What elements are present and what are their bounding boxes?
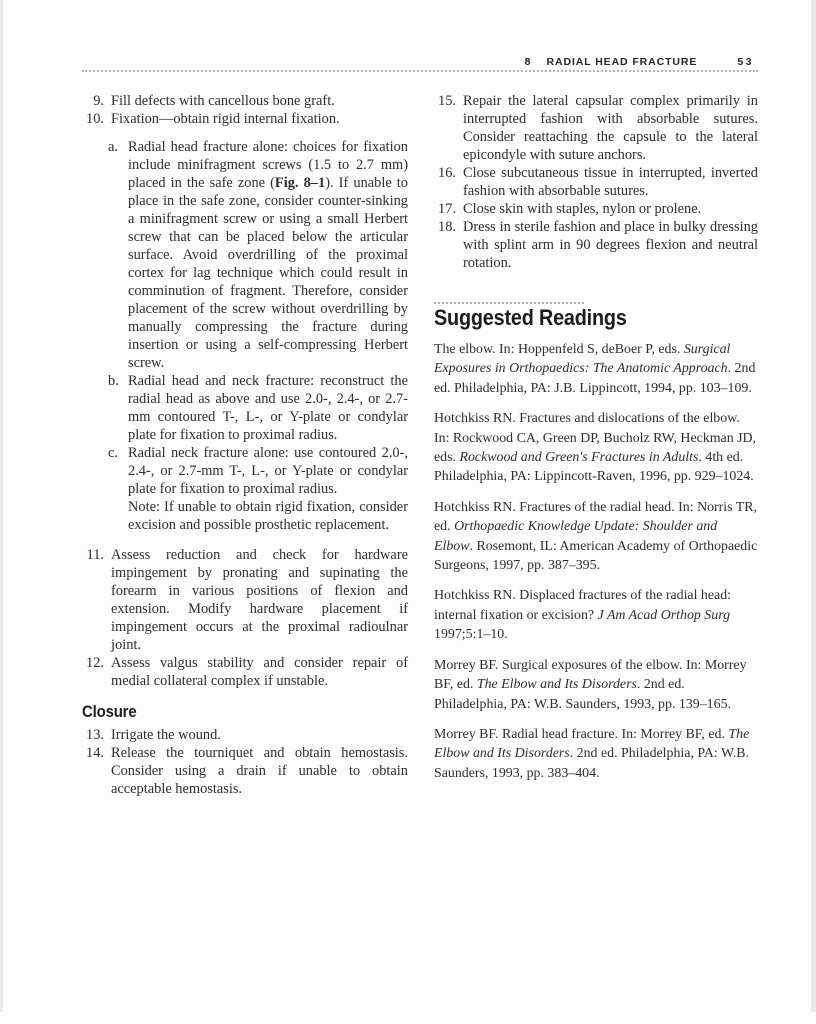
text-run: The elbow. In: Hoppenfeld S, deBoer P, eds. <box>434 342 684 357</box>
reference-entry <box>434 498 758 576</box>
page-right-edge-shadow <box>811 0 816 1012</box>
text-run: Note: If unable to obtain rigid fixation, consider excision and possible prosthetic replacement. <box>128 499 408 533</box>
list-item-number: 16. <box>438 165 456 181</box>
reference-entry <box>434 725 758 783</box>
list-item-text <box>111 726 408 744</box>
closure-heading-text: Closure <box>82 702 137 721</box>
text-run: Close subcutaneous tissue in interrupted, inverted fashion with absorbable sutures. <box>463 165 758 199</box>
list-item-text <box>463 218 758 272</box>
list-item-number: 15. <box>438 93 456 109</box>
italic-text-run: The Elbow and Its Disorders <box>434 726 750 762</box>
list-item <box>82 654 408 690</box>
list-item-text <box>111 744 408 798</box>
list-item-number: 14. <box>86 745 104 761</box>
right-column <box>434 92 758 798</box>
list-item <box>434 164 758 200</box>
list-item <box>434 218 758 272</box>
bold-text-run: Fig. 8–1 <box>274 175 326 191</box>
list-item-number: 13. <box>86 727 104 743</box>
list-item-number: 9. <box>93 93 104 109</box>
text-run: 1997;5:1–10. <box>434 627 508 643</box>
list-item <box>82 744 408 798</box>
sub-item-letter: b. <box>108 373 119 389</box>
text-run: Fixation—obtain rigid internal fixation. <box>111 111 340 127</box>
suggested-readings-heading <box>434 305 758 330</box>
sub-item-text <box>128 372 408 444</box>
page-left-edge-shadow <box>0 0 3 1012</box>
note-paragraph <box>128 498 408 534</box>
page-body <box>82 92 758 798</box>
text-run: Radial neck fracture alone: use contoured 2.0-, 2.4-, or 2.7-mm T-, L-, or Y-plate or condylar plate for fixation to proximal radius. <box>128 445 408 497</box>
text-run: Morrey BF. Surgical exposures of the elbow. In: Morrey BF, ed. <box>434 657 747 693</box>
sub-item-letter: a. <box>108 139 118 155</box>
header-divider-rule <box>82 70 758 72</box>
text-run: Hotchkiss RN. Fractures of the radial head. In: Norris TR, ed. <box>434 499 758 535</box>
list-item-text <box>111 654 408 690</box>
text-run: Irrigate the wound. <box>111 727 221 743</box>
text-run: Release the tourniquet and obtain hemostasis. Consider using a drain if unable to obtain acceptable hemostasis. <box>111 745 408 797</box>
list-item-number: 18. <box>438 219 456 235</box>
italic-text-run: Surgical Exposures in Orthopaedics: The Anatomic Approach <box>434 342 731 377</box>
text-run: . 2nd ed. Philadelphia, PA: W.B. Saunders, 1993, pp. 383–404. <box>434 746 750 781</box>
page-number: 53 <box>737 56 754 68</box>
chapter-number: 8 <box>524 56 532 68</box>
sub-item-text <box>128 138 408 372</box>
sub-item-text <box>128 444 408 498</box>
list-item-text <box>463 164 758 200</box>
text-run: Radial head fracture alone: choices for fixation include minifragment screws (1.5 to 2.7 mm) placed in the safe zone ( <box>128 139 408 191</box>
text-run: ). If unable to place in the safe zone, consider counter-sinking a minifragment screw or using a small Herbert screw that can be placed below the articular surface. Avoid overdrilling of the proximal cortex for lag technique which could result in comminution of fragment. Therefore, consider placement of the screw without overdrilling by manually compressing the fracture during insertion or using a self-compressing Herbert screw. <box>128 175 408 371</box>
list-item-text <box>111 110 408 128</box>
text-run: Hotchkiss RN. Displaced fractures of the radial head: internal fixation or excision? <box>434 588 732 623</box>
list-item-number: 17. <box>438 201 456 217</box>
list-item-number: 12. <box>86 655 104 671</box>
section-divider-rule <box>434 302 584 304</box>
list-item-number: 10. <box>86 111 104 127</box>
italic-text-run: The Elbow and Its Disorders <box>476 677 637 693</box>
list-item <box>434 200 758 218</box>
italic-text-run: Rockwood and Green's Fractures in Adults <box>459 450 699 466</box>
text-run: Morrey BF. Radial head fracture. In: Morrey BF, ed. <box>434 726 729 742</box>
closure-heading <box>82 703 408 721</box>
list-item-number: 11. <box>86 547 104 563</box>
list-item-text <box>463 200 758 218</box>
running-head <box>82 56 754 68</box>
left-column <box>82 92 408 798</box>
text-run: Close skin with staples, nylon or prolene. <box>463 201 702 217</box>
list-item <box>82 546 408 654</box>
list-item <box>82 92 408 110</box>
list-item <box>434 92 758 164</box>
suggested-readings-heading-text: Suggested Readings <box>434 305 627 330</box>
list-item <box>82 110 408 128</box>
text-run: . 2nd ed. Philadelphia, PA: W.B. Saunders, 1993, pp. 139–165. <box>434 677 731 712</box>
list-item-text <box>111 546 408 654</box>
reference-entry <box>434 586 758 644</box>
text-run: . 2nd ed. Philadelphia, PA: J.B. Lippincott, 1994, pp. 103–109. <box>434 361 756 396</box>
text-run: Repair the lateral capsular complex primarily in interrupted fashion with absorbable sutures. Consider reattaching the capsule to the lateral epicondyle with suture anchors. <box>463 93 758 163</box>
italic-text-run: J Am Acad Orthop Surg <box>597 607 731 623</box>
text-run: Radial head and neck fracture: reconstruct the radial head as above and use 2.0-, 2.4-, or 2.7-mm contoured T-, L-, or Y-plate or condylar plate for fixation to proximal radius. <box>128 373 408 443</box>
sub-list-item <box>108 444 408 498</box>
list-item-text <box>463 92 758 164</box>
text-run: Assess valgus stability and consider repair of medial collateral complex if unstable. <box>111 655 408 689</box>
list-item <box>82 726 408 744</box>
sub-list-item <box>108 138 408 372</box>
sub-item-letter: c. <box>108 445 118 461</box>
text-run: Hotchkiss RN. Fractures and dislocations of the elbow. In: Rockwood CA, Green DP, Bucholz RW, Heckman JD, eds. <box>434 411 757 466</box>
reference-entry <box>434 409 758 487</box>
list-item-text <box>111 92 408 110</box>
text-run: Assess reduction and check for hardware impingement by pronating and supinating the forearm in various positions of flexion and extension. Modify hardware placement if impingement occurs at the proximal radioulnar joint. <box>111 547 408 653</box>
text-run: Dress in sterile fashion and place in bulky dressing with splint arm in 90 degrees flexion and neutral rotation. <box>463 219 758 271</box>
sub-list-item <box>108 372 408 444</box>
text-run: . 4th ed. Philadelphia, PA: Lippincott-Raven, 1996, pp. 929–1024. <box>434 450 754 485</box>
italic-text-run: Orthopaedic Knowledge Update: Shoulder and Elbow <box>434 519 718 554</box>
text-run: . Rosemont, IL: American Academy of Orthopaedic Surgeons, 1997, pp. 387–395. <box>434 538 758 574</box>
reference-entry <box>434 656 758 714</box>
text-run: Fill defects with cancellous bone graft. <box>111 93 335 109</box>
reference-entry <box>434 340 758 398</box>
chapter-title: RADIAL HEAD FRACTURE <box>546 56 698 68</box>
